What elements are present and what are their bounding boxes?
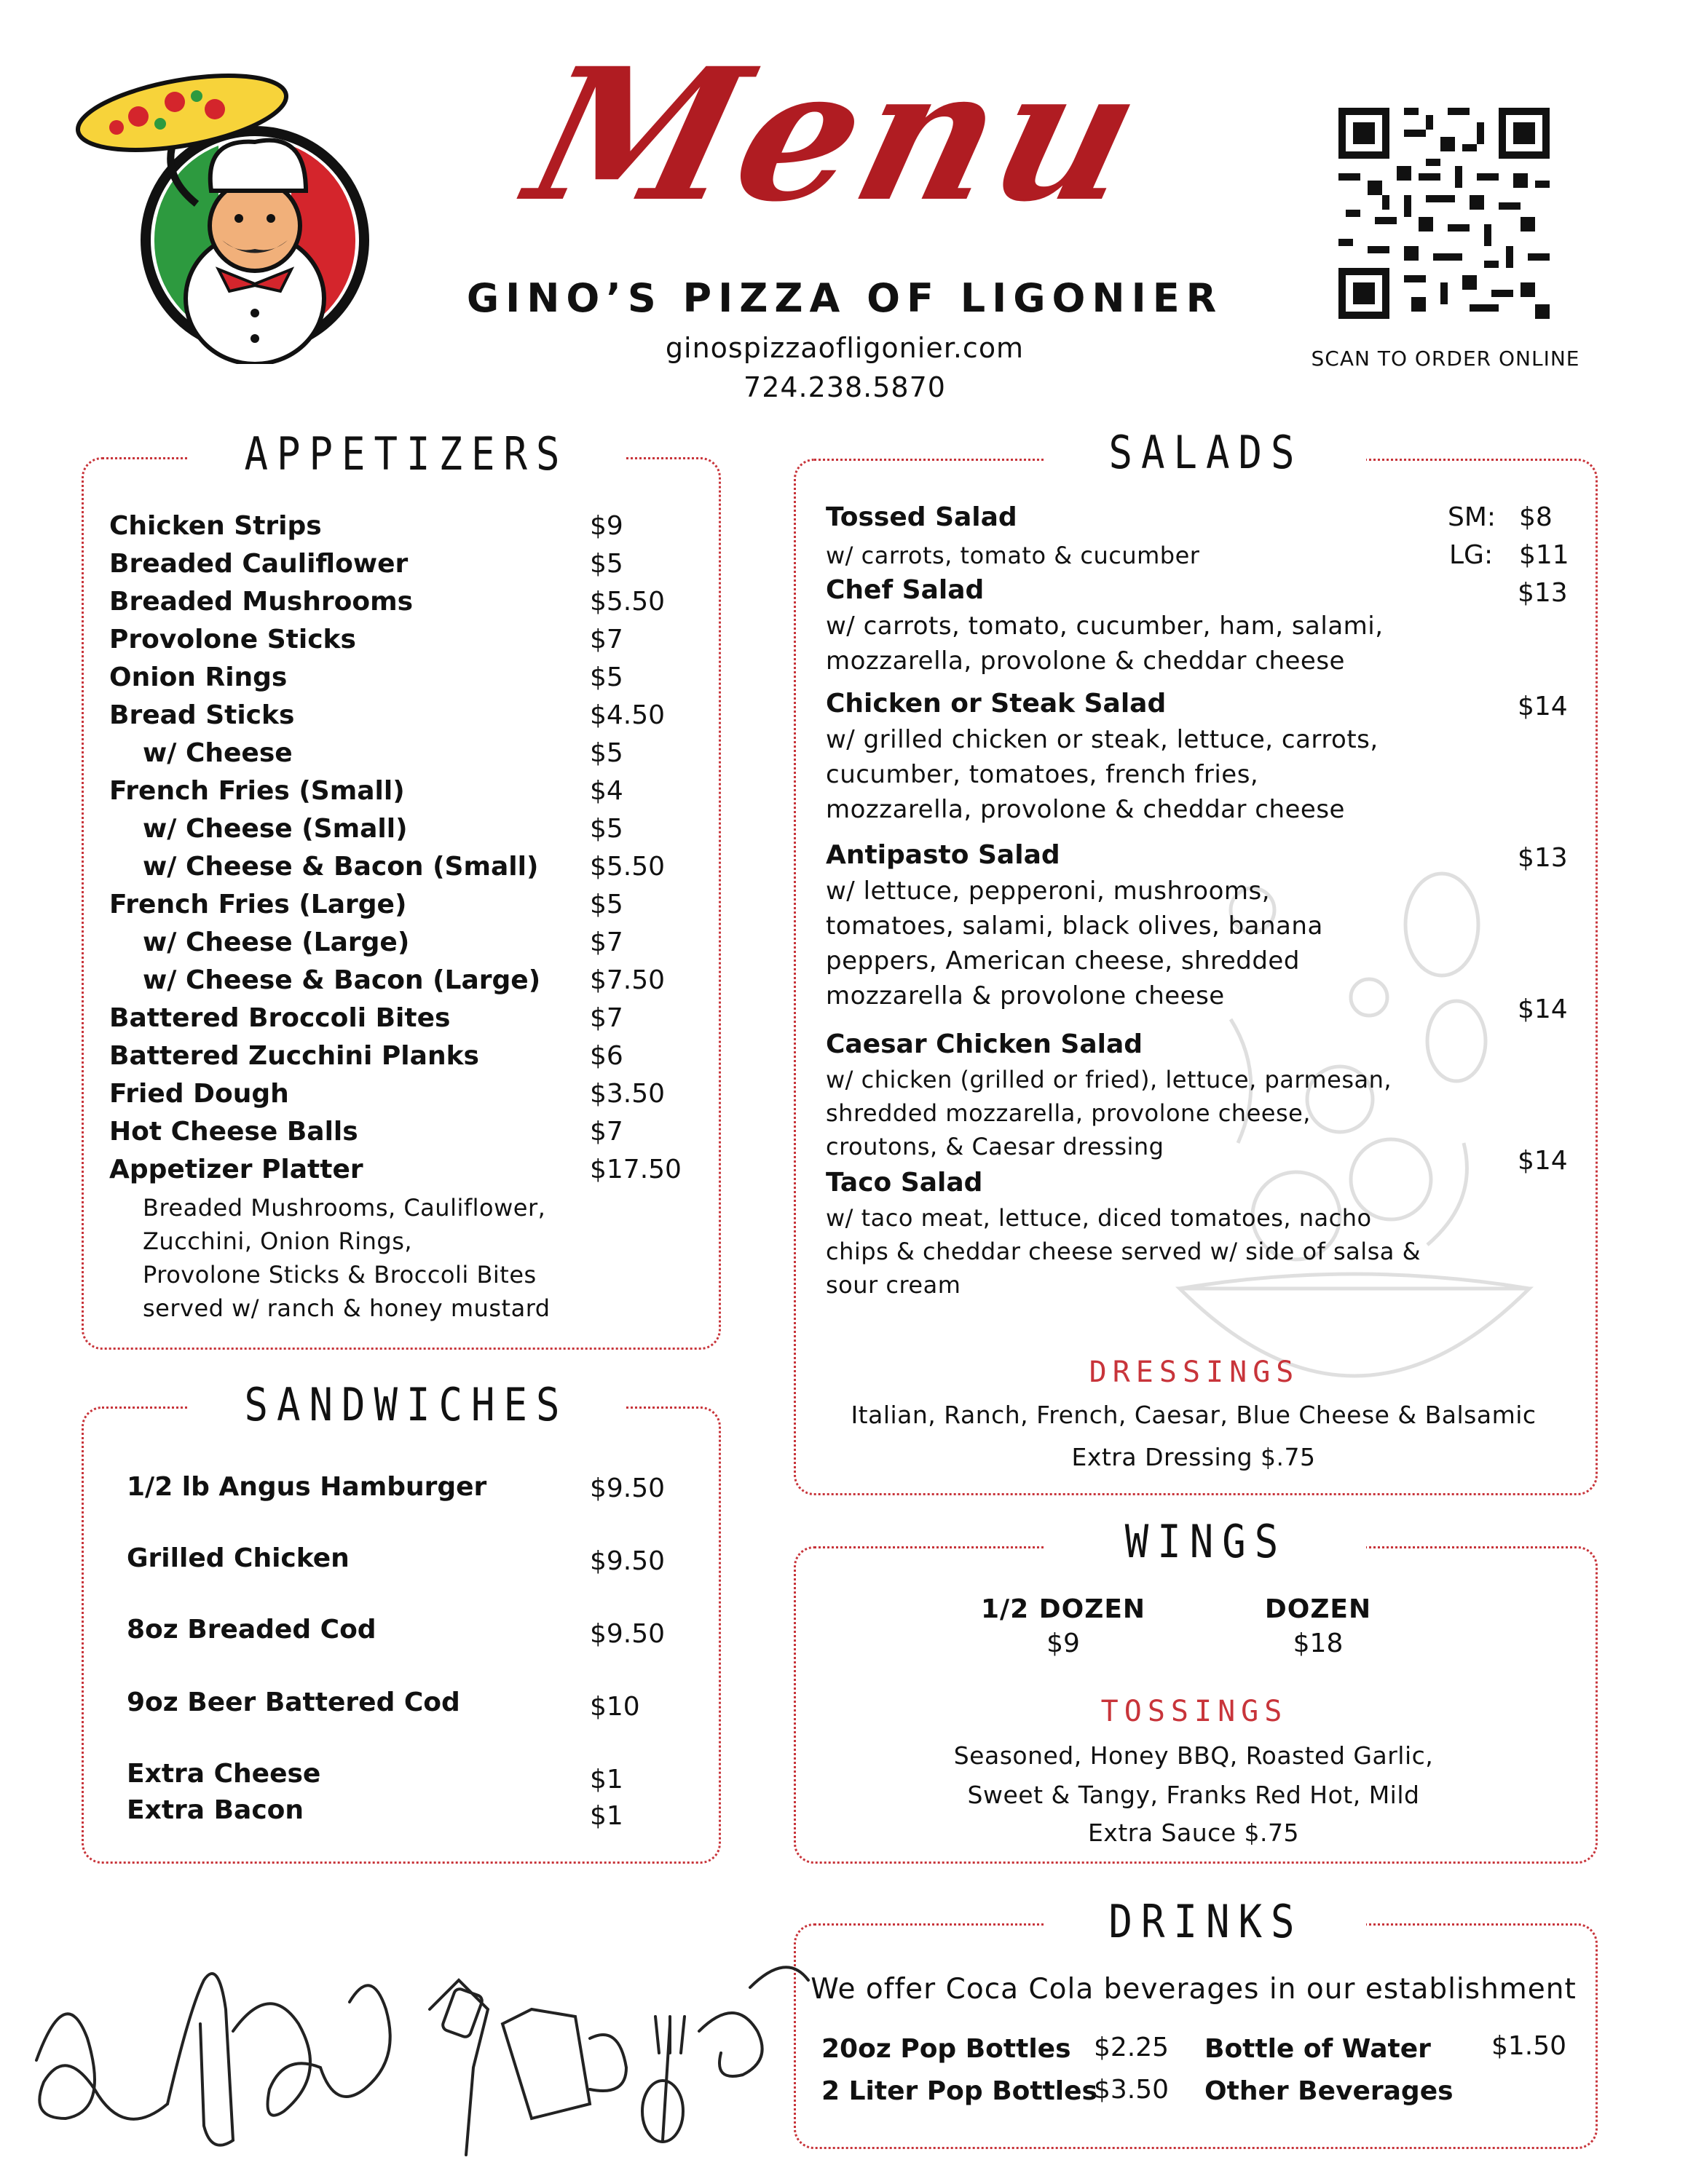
menu-item [143, 965, 540, 995]
item-price: $5 [590, 549, 623, 579]
item-price: $14 [1518, 1146, 1568, 1176]
menu-item [109, 1117, 358, 1147]
item-name: Appetizer Platter [109, 1155, 363, 1184]
salad-name: Tossed Salad [826, 502, 1017, 532]
salad-desc [826, 722, 1379, 827]
desc-line: Breaded Mushrooms, Cauliflower, [143, 1194, 546, 1222]
menu-item [127, 1688, 460, 1717]
menu-item [109, 511, 322, 541]
item-price: $11 [1519, 540, 1569, 570]
desc-line: Provolone Sticks & Broccoli Bites [143, 1261, 537, 1289]
item-price: $5.50 [590, 587, 666, 617]
menu-item [109, 549, 408, 579]
item-price: $6 [590, 1041, 623, 1071]
item-name: 1/2 lb Angus Hamburger [127, 1472, 487, 1502]
salads-title: SALADS [1046, 426, 1366, 478]
item-price: $9.50 [590, 1619, 666, 1649]
utensils-doodle-icon [22, 1922, 823, 2169]
item-price: $5 [590, 814, 623, 844]
item-name: w/ Cheese & Bacon (Small) [143, 852, 539, 882]
item-name: Onion Rings [109, 662, 288, 692]
drink-price: $2.25 [1094, 2033, 1170, 2062]
desc-line: w/ carrots, tomato, cucumber, ham, salami, [826, 612, 1384, 641]
extra-sauce: Extra Sauce $.75 [1087, 1819, 1300, 1847]
desc-line: croutons, & Caesar dressing [826, 1133, 1164, 1160]
salad-desc [826, 1063, 1392, 1163]
item-name: French Fries (Small) [109, 776, 405, 806]
dressings-title: DRESSINGS [1089, 1356, 1300, 1389]
qr-caption: SCAN TO ORDER ONLINE [1311, 347, 1580, 371]
salad-name: Caesar Chicken Salad [826, 1029, 1143, 1059]
tossings-list-1: Seasoned, Honey BBQ, Roasted Garlic, [953, 1741, 1434, 1770]
drink-name: 2 Liter Pop Bottles [821, 2076, 1097, 2106]
salad-name: Chicken or Steak Salad [826, 689, 1167, 719]
appetizers-title: APPETIZERS [188, 427, 625, 480]
item-price: $9.50 [590, 1473, 666, 1503]
menu-item [143, 814, 408, 844]
item-price: $1 [590, 1765, 623, 1795]
wings-dozen-label: DOZEN [1264, 1594, 1372, 1624]
item-name: Bread Sticks [109, 700, 295, 730]
menu-item [109, 662, 287, 692]
salad-desc [826, 609, 1384, 678]
item-name: Breaded Cauliflower [109, 549, 409, 579]
item-price: $5 [590, 890, 623, 919]
phone-number: 724.238.5870 [744, 371, 946, 403]
menu-item [127, 1543, 350, 1573]
drinks-title: DRINKS [1046, 1895, 1366, 1947]
item-price: $14 [1518, 692, 1568, 721]
menu-title: Menu [510, 28, 1164, 242]
desc-line: peppers, American cheese, shredded [826, 946, 1300, 976]
size-label: LG: [1449, 540, 1494, 570]
item-name: 8oz Breaded Cod [127, 1615, 376, 1645]
drink-name: Bottle of Water [1204, 2034, 1431, 2064]
item-name: Battered Zucchini Planks [109, 1041, 479, 1071]
wings-dozen-price: $18 [1293, 1629, 1344, 1658]
menu-item [109, 587, 413, 617]
salad-name: Antipasto Salad [826, 840, 1060, 870]
menu-item [109, 776, 405, 806]
item-price: $7 [590, 625, 623, 654]
salad-name: Chef Salad [826, 575, 985, 605]
item-name: Extra Bacon [127, 1795, 304, 1825]
item-price: $7 [590, 1003, 623, 1033]
menu-item [109, 1041, 479, 1071]
item-name: Extra Cheese [127, 1759, 321, 1789]
item-price: $8 [1519, 502, 1553, 532]
wings-title: WINGS [1046, 1515, 1366, 1567]
item-name: w/ Cheese (Large) [143, 927, 410, 957]
item-price: $3.50 [590, 1079, 666, 1109]
menu-item [109, 890, 406, 919]
menu-item [127, 1615, 376, 1645]
salad-desc [826, 874, 1323, 1013]
desc-line: mozzarella & provolone cheese [826, 981, 1225, 1010]
desc-line: w/ lettuce, pepperoni, mushrooms, [826, 877, 1271, 906]
size-label: SM: [1448, 502, 1496, 532]
menu-item [109, 700, 294, 730]
item-price: $5 [590, 662, 623, 692]
tossings-list-2: Sweet & Tangy, Franks Red Hot, Mild [967, 1781, 1420, 1809]
desc-line: w/ chicken (grilled or fried), lettuce, parmesan, [826, 1066, 1392, 1093]
wings-half-dozen [947, 1594, 1180, 1658]
item-name: w/ Cheese & Bacon (Large) [143, 965, 541, 995]
desc-line: cucumber, tomatoes, french fries, [826, 760, 1259, 789]
item-price: $13 [1518, 578, 1568, 608]
desc-line: served w/ ranch & honey mustard [143, 1294, 551, 1322]
chef-logo-icon [73, 58, 408, 364]
qr-code-icon[interactable] [1338, 108, 1550, 319]
desc-line: w/ taco meat, lettuce, diced tomatoes, nacho [826, 1204, 1372, 1232]
dressings-list: Italian, Ranch, French, Caesar, Blue Cheese & Balsamic [851, 1401, 1537, 1429]
item-price: $4.50 [590, 700, 666, 730]
salad-desc: w/ carrots, tomato & cucumber [826, 542, 1200, 569]
desc-line: mozzarella, provolone & cheddar cheese [826, 646, 1345, 676]
extra-dressing: Extra Dressing $.75 [1071, 1443, 1316, 1471]
item-price: $7.50 [590, 965, 666, 995]
drink-price: $3.50 [1094, 2075, 1170, 2105]
restaurant-name: GINO’S PIZZA OF LIGONIER [466, 275, 1223, 321]
menu-item [109, 625, 356, 654]
item-name: Hot Cheese Balls [109, 1117, 358, 1147]
platter-description [143, 1191, 551, 1325]
drink-name: Other Beverages [1204, 2076, 1454, 2106]
item-name: w/ Cheese [143, 738, 293, 768]
salad-name: Taco Salad [826, 1168, 983, 1198]
item-price: $5 [590, 738, 623, 768]
menu-item [127, 1472, 486, 1502]
desc-line: w/ grilled chicken or steak, lettuce, carrots, [826, 725, 1379, 754]
item-price: $14 [1518, 994, 1568, 1024]
item-price: $9 [590, 511, 623, 541]
menu-item [143, 852, 538, 882]
wings-half-label: 1/2 DOZEN [980, 1594, 1146, 1624]
item-price: $13 [1518, 843, 1568, 873]
menu-item [127, 1795, 304, 1825]
item-name: Battered Broccoli Bites [109, 1003, 451, 1033]
item-price: $10 [590, 1692, 640, 1722]
wings-half-price: $9 [1046, 1629, 1080, 1658]
wings-dozen [1202, 1594, 1435, 1658]
item-name: French Fries (Large) [109, 890, 407, 919]
desc-line: tomatoes, salami, black olives, banana [826, 911, 1323, 941]
item-name: Grilled Chicken [127, 1543, 350, 1573]
item-name: Fried Dough [109, 1079, 289, 1109]
website-link[interactable]: ginospizzaofligonier.com [665, 332, 1025, 364]
item-name: 9oz Beer Battered Cod [127, 1688, 460, 1717]
item-price: $5.50 [590, 852, 666, 882]
item-name: w/ Cheese (Small) [143, 814, 408, 844]
desc-line: chips & cheddar cheese served w/ side of salsa & [826, 1238, 1421, 1265]
drinks-intro: We offer Coca Cola beverages in our establishment [811, 1973, 1577, 2006]
item-name: Chicken Strips [109, 511, 322, 541]
desc-line: sour cream [826, 1271, 961, 1299]
menu-item [143, 738, 293, 768]
menu-item [109, 1003, 450, 1033]
drink-price: $1.50 [1491, 2031, 1567, 2061]
desc-line: Zucchini, Onion Rings, [143, 1227, 413, 1255]
salad-desc [826, 1201, 1421, 1302]
item-price: $4 [590, 776, 623, 806]
desc-line: mozzarella, provolone & cheddar cheese [826, 795, 1345, 824]
item-price: $1 [590, 1801, 623, 1831]
item-name: Breaded Mushrooms [109, 587, 414, 617]
item-price: $7 [590, 927, 623, 957]
menu-item [143, 927, 409, 957]
menu-item [127, 1759, 320, 1789]
drink-name: 20oz Pop Bottles [821, 2034, 1071, 2064]
sandwiches-title: SANDWICHES [188, 1378, 625, 1431]
desc-line: shredded mozzarella, provolone cheese, [826, 1099, 1311, 1127]
item-name: Provolone Sticks [109, 625, 356, 654]
menu-item [109, 1155, 363, 1184]
tossings-title: TOSSINGS [1100, 1695, 1288, 1728]
item-price: $9.50 [590, 1546, 666, 1576]
menu-item [109, 1079, 289, 1109]
item-price: $7 [590, 1117, 623, 1147]
item-price: $17.50 [590, 1155, 682, 1184]
